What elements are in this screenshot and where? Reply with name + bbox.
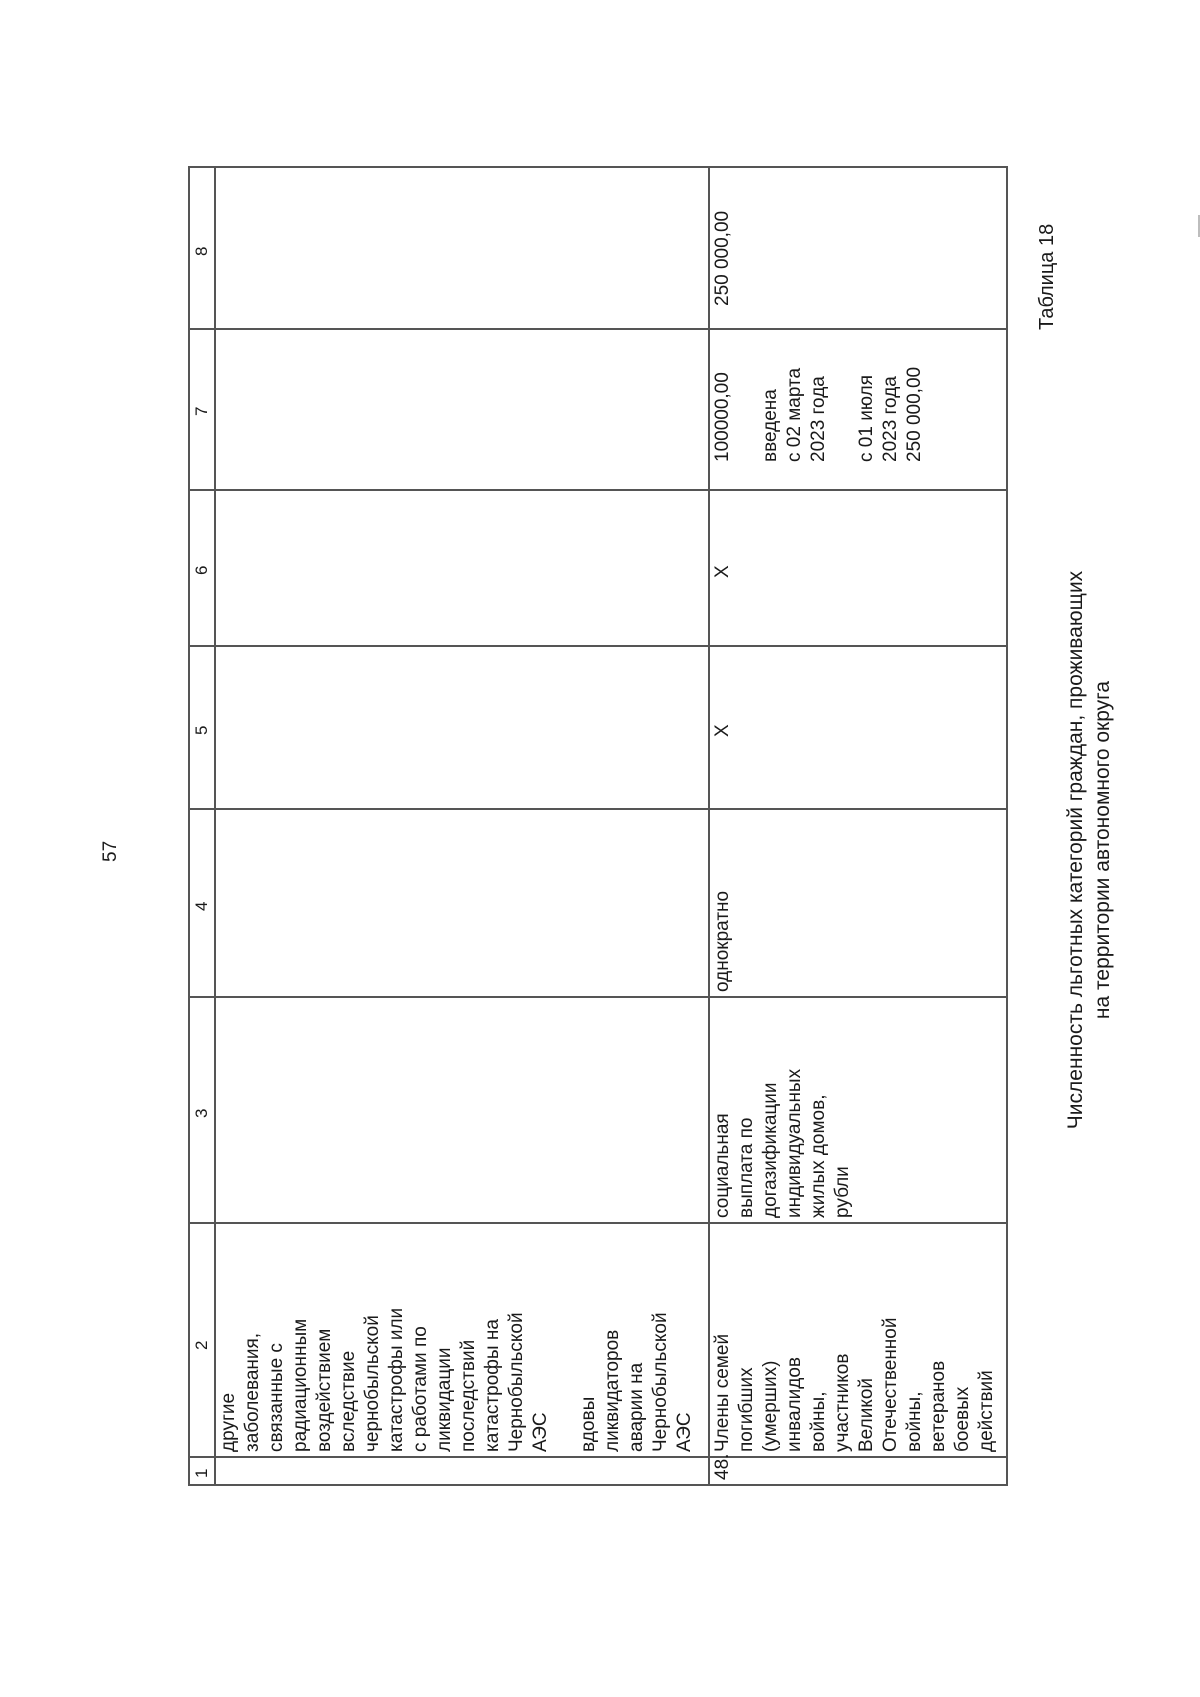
row2-category-cell: Члены семей погибших (умерших) инвалидов войны, участников Великой Отечественной войны, ветеранов боевых действий [712,1317,997,1452]
row2-col6-cell: X [712,565,733,578]
col-divider-1-2 [188,1456,1008,1458]
table-caption: Численность льготных категорий граждан, проживающих на территории автономного округа [1064,570,1114,1130]
col-number-3: 3 [192,1108,211,1118]
table-border-right [1006,166,1008,1486]
col-number-1: 1 [192,1468,211,1478]
col-number-5: 5 [192,725,211,735]
col-divider-7-8 [188,328,1008,330]
row2-number-cell: 48. [712,1453,733,1480]
row2-amount-total-cell: 250 000,00 [712,210,733,306]
page-number: 57 [100,840,121,862]
table-border-left [188,166,190,1486]
row2-amount-cell: 100000,00 введена с 02 марта 2023 года с 01 июля 2023 года 250 000,00 [712,366,925,462]
table-label: Таблица 18 [1036,223,1058,330]
col-number-2: 2 [192,1340,211,1350]
col-divider-3-4 [188,996,1008,998]
col-divider-6-7 [188,489,1008,491]
row1-category-cell: другие заболевания, связанные с радиационным воздействием вследствие чернобыльской катастрофы или с работами по ликвидации последствий катастрофы на Чернобыльской АЭС вдовы ликвидаторов аварии на Чернобыльской АЭС [218,1307,695,1452]
table-border-top [188,166,1008,168]
col-number-7: 7 [192,406,211,416]
row2-periodicity-cell: однократно [712,890,733,992]
table-border-bottom [188,1484,1008,1486]
row2-measure-cell: социальная выплата по догазификации индивидуальных жилых домов, рубли [712,1068,853,1218]
row2-col5-cell: X [712,724,733,737]
col-divider-2-3 [188,1222,1008,1224]
col-number-8: 8 [192,246,211,256]
row-divider [708,166,710,1486]
col-divider-5-6 [188,645,1008,647]
col-number-4: 4 [192,901,211,911]
header-row-divider [214,166,216,1486]
col-number-6: 6 [192,565,211,575]
col-divider-4-5 [188,808,1008,810]
